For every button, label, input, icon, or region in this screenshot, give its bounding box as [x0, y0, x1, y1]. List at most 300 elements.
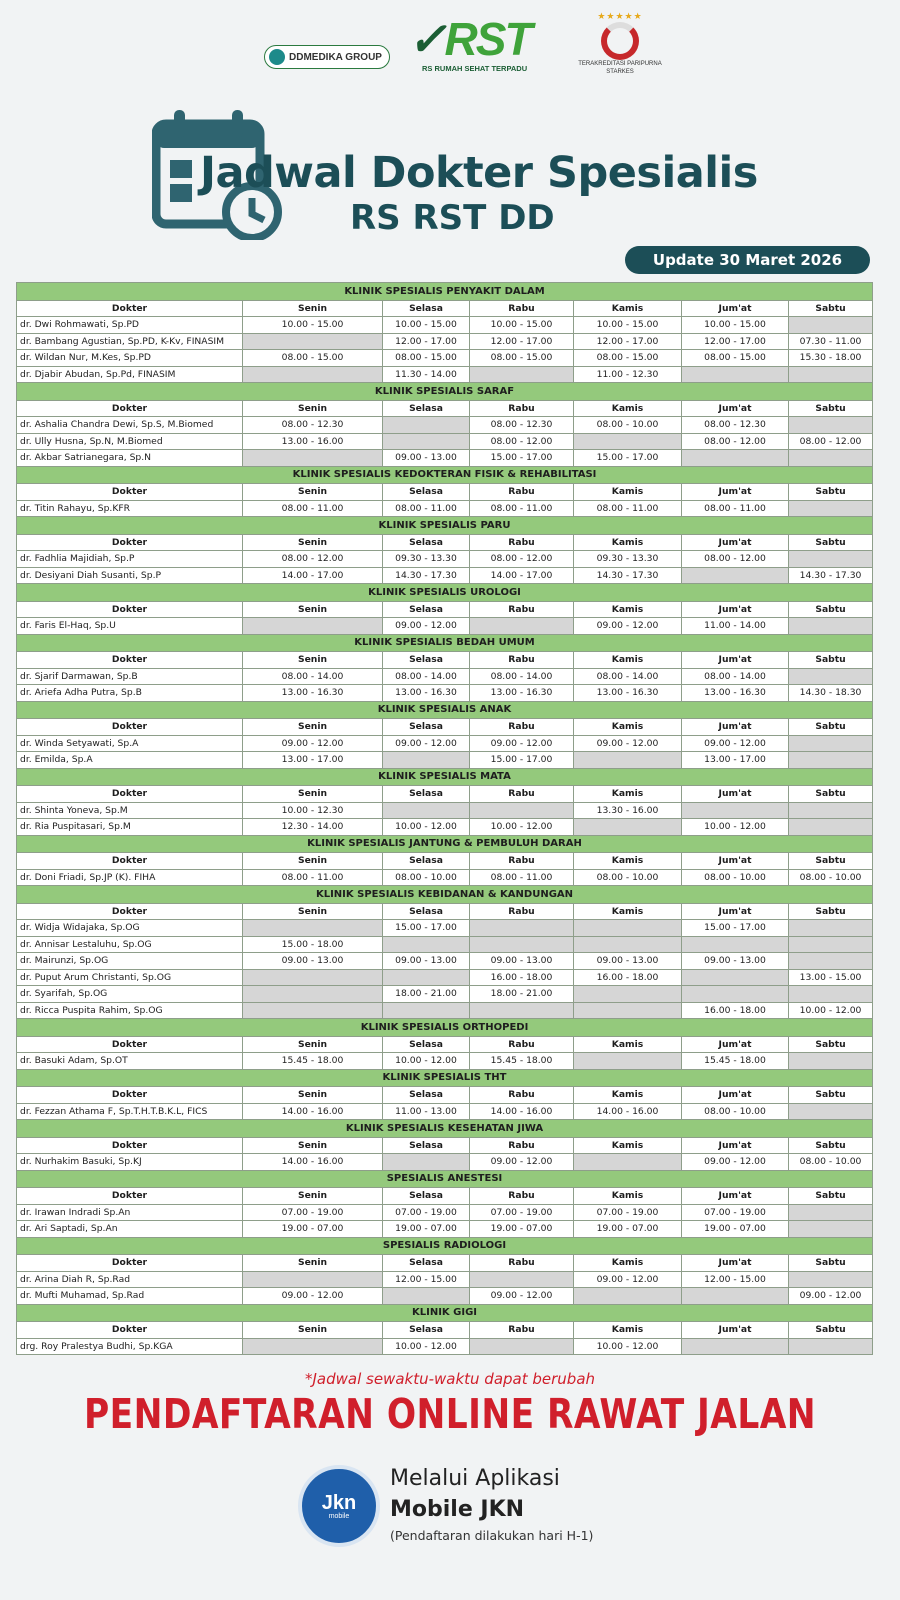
accreditation-line2: STARKES [606, 69, 634, 75]
schedule-cell: 13.00 - 17.00 [682, 752, 789, 769]
rst-logo-mark [408, 13, 538, 65]
column-header: Senin [243, 903, 383, 920]
column-header: Rabu [470, 534, 574, 551]
schedule-cell: 08.00 - 12.00 [789, 433, 873, 450]
doctor-name: dr. Titin Rahayu, Sp.KFR [17, 500, 243, 517]
schedule-cell: 18.00 - 21.00 [383, 986, 470, 1003]
schedule-cell [682, 802, 789, 819]
column-header-row [17, 652, 873, 669]
schedule-cell [383, 1002, 470, 1019]
rst-check-icon: ✓ [408, 13, 445, 65]
schedule-cell: 15.00 - 17.00 [383, 920, 470, 937]
schedule-cell: 10.00 - 12.00 [383, 819, 470, 836]
section-header-row [17, 701, 873, 719]
schedule-cell [789, 668, 873, 685]
column-header: Dokter [17, 300, 243, 317]
column-header: Jum'at [682, 786, 789, 803]
schedule-cell: 09.00 - 12.00 [383, 618, 470, 635]
schedule-cell: 09.00 - 12.00 [574, 735, 682, 752]
schedule-cell: 07.00 - 19.00 [574, 1204, 682, 1221]
column-header: Kamis [574, 652, 682, 669]
column-header: Kamis [574, 300, 682, 317]
schedule-cell: 09.00 - 12.00 [470, 735, 574, 752]
schedule-cell [789, 317, 873, 334]
column-header: Senin [243, 853, 383, 870]
schedule-cell: 13.00 - 16.30 [574, 685, 682, 702]
schedule-cell [789, 551, 873, 568]
table-row [17, 668, 873, 685]
column-header: Dokter [17, 853, 243, 870]
column-header: Selasa [383, 903, 470, 920]
section-title: KLINIK SPESIALIS PENYAKIT DALAM [17, 283, 873, 301]
column-header: Rabu [470, 1188, 574, 1205]
schedule-cell: 15.45 - 18.00 [682, 1053, 789, 1070]
registration-note: (Pendaftaran dilakukan hari H-1) [390, 1528, 594, 1543]
table-row [17, 936, 873, 953]
schedule-cell: 07.30 - 11.00 [789, 333, 873, 350]
schedule-cell: 09.00 - 12.00 [789, 1288, 873, 1305]
schedule-cell [682, 986, 789, 1003]
accreditation-line1: TERAKREDITASI PARIPURNA [578, 61, 662, 67]
schedule-cell: 08.00 - 12.00 [682, 551, 789, 568]
doctor-name: dr. Sjarif Darmawan, Sp.B [17, 668, 243, 685]
schedule-cell: 14.00 - 16.00 [243, 1103, 383, 1120]
schedule-cell: 10.00 - 12.00 [574, 1338, 682, 1355]
schedule-cell: 07.00 - 19.00 [243, 1204, 383, 1221]
column-header: Dokter [17, 903, 243, 920]
section-header-row [17, 634, 873, 652]
schedule-cell: 14.30 - 17.30 [574, 567, 682, 584]
schedule-cell: 08.00 - 11.00 [243, 869, 383, 886]
column-header-row [17, 484, 873, 501]
header-logos [0, 10, 900, 90]
schedule-cell: 08.00 - 15.00 [574, 350, 682, 367]
table-row [17, 333, 873, 350]
column-header: Jum'at [682, 1087, 789, 1104]
column-header: Sabtu [789, 534, 873, 551]
column-header: Senin [243, 1188, 383, 1205]
section-header-row [17, 886, 873, 904]
section-title: KLINIK SPESIALIS KEBIDANAN & KANDUNGAN [17, 886, 873, 904]
section-header-row [17, 383, 873, 401]
column-header: Senin [243, 1255, 383, 1272]
column-header: Senin [243, 300, 383, 317]
section-header-row [17, 584, 873, 602]
table-row [17, 986, 873, 1003]
schedule-cell [243, 969, 383, 986]
column-header: Jum'at [682, 1137, 789, 1154]
schedule-cell: 08.00 - 10.00 [574, 417, 682, 434]
schedule-cell [574, 1288, 682, 1305]
schedule-cell [789, 450, 873, 467]
schedule-cell: 09.00 - 13.00 [383, 953, 470, 970]
column-header: Sabtu [789, 300, 873, 317]
column-header: Sabtu [789, 786, 873, 803]
table-row [17, 819, 873, 836]
schedule-cell: 08.00 - 12.30 [682, 417, 789, 434]
column-header: Dokter [17, 1188, 243, 1205]
schedule-cell: 08.00 - 12.00 [470, 433, 574, 450]
schedule-cell: 08.00 - 14.00 [243, 668, 383, 685]
schedule-cell [243, 1338, 383, 1355]
schedule-cell [470, 936, 574, 953]
schedule-cell: 10.00 - 12.00 [470, 819, 574, 836]
section-header-row [17, 835, 873, 853]
column-header: Kamis [574, 1322, 682, 1339]
ddmedika-icon [269, 49, 285, 65]
column-header-row [17, 786, 873, 803]
column-header: Senin [243, 786, 383, 803]
section-header-row [17, 283, 873, 301]
section-title: KLINIK SPESIALIS ANAK [17, 701, 873, 719]
column-header: Dokter [17, 1087, 243, 1104]
schedule-cell: 13.00 - 17.00 [243, 752, 383, 769]
column-header: Senin [243, 534, 383, 551]
column-header: Sabtu [789, 1322, 873, 1339]
table-row [17, 350, 873, 367]
schedule-cell [789, 819, 873, 836]
schedule-cell: 13.00 - 16.30 [470, 685, 574, 702]
schedule-cell [243, 333, 383, 350]
schedule-cell: 10.00 - 12.00 [789, 1002, 873, 1019]
schedule-cell: 09.00 - 13.00 [243, 953, 383, 970]
column-header: Senin [243, 652, 383, 669]
schedule-cell [574, 752, 682, 769]
schedule-cell: 08.00 - 14.00 [470, 668, 574, 685]
schedule-cell [243, 1271, 383, 1288]
column-header: Senin [243, 484, 383, 501]
table-row [17, 1053, 873, 1070]
accreditation-emblem-icon [601, 22, 639, 60]
column-header: Dokter [17, 484, 243, 501]
column-header: Kamis [574, 1188, 682, 1205]
table-row [17, 802, 873, 819]
schedule-cell: 09.30 - 13.30 [574, 551, 682, 568]
schedule-cell: 14.00 - 16.00 [574, 1103, 682, 1120]
column-header: Kamis [574, 534, 682, 551]
schedule-cell: 08.00 - 11.00 [682, 500, 789, 517]
schedule-cell [789, 1338, 873, 1355]
schedule-cell: 08.00 - 11.00 [470, 869, 574, 886]
column-header: Jum'at [682, 719, 789, 736]
schedule-cell [470, 1271, 574, 1288]
table-row [17, 1221, 873, 1238]
schedule-cell [789, 417, 873, 434]
schedule-cell [243, 1002, 383, 1019]
schedule-cell: 10.00 - 15.00 [383, 317, 470, 334]
schedule-cell: 09.00 - 12.00 [574, 1271, 682, 1288]
column-header: Rabu [470, 300, 574, 317]
schedule-cell: 15.00 - 17.00 [574, 450, 682, 467]
schedule-cell [574, 433, 682, 450]
table-row [17, 1204, 873, 1221]
schedule-cell: 12.00 - 15.00 [383, 1271, 470, 1288]
table-row [17, 1338, 873, 1355]
schedule-cell [243, 450, 383, 467]
accreditation-logo [570, 12, 670, 90]
column-header: Jum'at [682, 484, 789, 501]
column-header: Rabu [470, 786, 574, 803]
doctor-name: dr. Dwi Rohmawati, Sp.PD [17, 317, 243, 334]
schedule-cell [383, 969, 470, 986]
table-row [17, 1002, 873, 1019]
column-header: Kamis [574, 903, 682, 920]
column-header-row [17, 1188, 873, 1205]
section-title: KLINIK SPESIALIS BEDAH UMUM [17, 634, 873, 652]
schedule-cell [682, 936, 789, 953]
column-header: Jum'at [682, 400, 789, 417]
section-header-row [17, 1069, 873, 1087]
schedule-cell [789, 1221, 873, 1238]
schedule-cell [789, 1053, 873, 1070]
schedule-cell: 08.00 - 15.00 [470, 350, 574, 367]
app-line-1: Melalui Aplikasi [390, 1466, 560, 1491]
schedule-cell: 19.00 - 07.00 [383, 1221, 470, 1238]
column-header: Rabu [470, 1255, 574, 1272]
table-row [17, 735, 873, 752]
schedule-cell: 08.00 - 15.00 [243, 350, 383, 367]
schedule-cell: 09.00 - 12.00 [243, 1288, 383, 1305]
column-header-row [17, 300, 873, 317]
schedule-cell: 11.00 - 14.00 [682, 618, 789, 635]
column-header: Senin [243, 1137, 383, 1154]
schedule-cell: 13.00 - 16.30 [682, 685, 789, 702]
column-header: Kamis [574, 400, 682, 417]
column-header: Rabu [470, 903, 574, 920]
section-header-row [17, 1120, 873, 1138]
schedule-cell [682, 567, 789, 584]
schedule-cell [682, 969, 789, 986]
doctor-name: dr. Mairunzi, Sp.OG [17, 953, 243, 970]
section-header-row [17, 1304, 873, 1322]
schedule-cell: 15.00 - 17.00 [682, 920, 789, 937]
schedule-cell: 09.30 - 13.30 [383, 551, 470, 568]
schedule-cell: 09.00 - 12.00 [682, 735, 789, 752]
column-header: Kamis [574, 786, 682, 803]
schedule-cell: 09.00 - 12.00 [574, 618, 682, 635]
column-header: Senin [243, 601, 383, 618]
schedule-cell [383, 433, 470, 450]
column-header: Rabu [470, 1137, 574, 1154]
schedule-cell: 08.00 - 11.00 [383, 500, 470, 517]
schedule-cell: 13.30 - 16.00 [574, 802, 682, 819]
column-header: Dokter [17, 534, 243, 551]
schedule-cell [574, 936, 682, 953]
column-header: Kamis [574, 1087, 682, 1104]
table-row [17, 567, 873, 584]
section-title: KLINIK SPESIALIS MATA [17, 768, 873, 786]
table-row [17, 953, 873, 970]
column-header: Dokter [17, 1255, 243, 1272]
schedule-cell [383, 1288, 470, 1305]
schedule-cell [383, 1154, 470, 1171]
doctor-name: dr. Ria Puspitasari, Sp.M [17, 819, 243, 836]
column-header-row [17, 1255, 873, 1272]
column-header: Dokter [17, 1036, 243, 1053]
mobile-jkn-logo[interactable] [298, 1465, 380, 1547]
schedule-cell: 07.00 - 19.00 [383, 1204, 470, 1221]
column-header: Sabtu [789, 1036, 873, 1053]
column-header: Jum'at [682, 601, 789, 618]
column-header: Kamis [574, 853, 682, 870]
schedule-cell [789, 986, 873, 1003]
schedule-cell [574, 819, 682, 836]
schedule-cell: 08.00 - 10.00 [682, 1103, 789, 1120]
section-title: SPESIALIS ANESTESI [17, 1170, 873, 1188]
doctor-name: dr. Irawan Indradi Sp.An [17, 1204, 243, 1221]
column-header: Dokter [17, 601, 243, 618]
schedule-cell [383, 752, 470, 769]
column-header-row [17, 400, 873, 417]
schedule-cell: 14.30 - 17.30 [383, 567, 470, 584]
stars-icon: ★★★★★ [597, 12, 643, 22]
table-row [17, 551, 873, 568]
table-row [17, 869, 873, 886]
schedule-cell: 15.45 - 18.00 [470, 1053, 574, 1070]
column-header: Rabu [470, 652, 574, 669]
schedule-cell [789, 366, 873, 383]
schedule-cell: 12.00 - 17.00 [470, 333, 574, 350]
ddmedika-logo [264, 45, 390, 69]
column-header: Selasa [383, 1036, 470, 1053]
schedule-cell: 09.00 - 12.00 [682, 1154, 789, 1171]
doctor-name: dr. Syarifah, Sp.OG [17, 986, 243, 1003]
doctor-name: dr. Fadhlia Majidiah, Sp.P [17, 551, 243, 568]
table-row [17, 1103, 873, 1120]
schedule-cell: 13.00 - 15.00 [789, 969, 873, 986]
app-name: Mobile JKN [390, 1497, 525, 1522]
doctor-name: dr. Winda Setyawati, Sp.A [17, 735, 243, 752]
doctor-name: dr. Ariefa Adha Putra, Sp.B [17, 685, 243, 702]
column-header: Selasa [383, 1322, 470, 1339]
update-badge: Update 30 Maret 2026 [625, 246, 870, 274]
schedule-cell: 16.00 - 18.00 [470, 969, 574, 986]
column-header-row [17, 601, 873, 618]
column-header: Rabu [470, 853, 574, 870]
schedule-cell: 15.45 - 18.00 [243, 1053, 383, 1070]
schedule-cell: 08.00 - 15.00 [682, 350, 789, 367]
schedule-cell: 14.00 - 17.00 [470, 567, 574, 584]
schedule-cell [682, 450, 789, 467]
column-header: Dokter [17, 786, 243, 803]
schedule-cell [789, 752, 873, 769]
schedule-cell: 08.00 - 12.30 [470, 417, 574, 434]
table-row [17, 450, 873, 467]
table-row [17, 433, 873, 450]
schedule-cell: 11.00 - 13.00 [383, 1103, 470, 1120]
schedule-cell [470, 1002, 574, 1019]
column-header: Dokter [17, 1137, 243, 1154]
column-header: Selasa [383, 1188, 470, 1205]
schedule-cell: 09.00 - 12.00 [243, 735, 383, 752]
schedule-cell [682, 1288, 789, 1305]
column-header: Selasa [383, 1087, 470, 1104]
schedule-cell: 11.00 - 12.30 [574, 366, 682, 383]
registration-title: PENDAFTARAN ONLINE RAWAT JALAN [83, 1390, 817, 1438]
schedule-cell: 08.00 - 11.00 [574, 500, 682, 517]
doctor-name: dr. Wildan Nur, M.Kes, Sp.PD [17, 350, 243, 367]
column-header: Jum'at [682, 300, 789, 317]
schedule-cell [682, 1338, 789, 1355]
doctor-name: dr. Basuki Adam, Sp.OT [17, 1053, 243, 1070]
column-header: Rabu [470, 1036, 574, 1053]
schedule-cell [470, 802, 574, 819]
schedule-cell: 08.00 - 12.00 [243, 551, 383, 568]
section-title: KLINIK SPESIALIS UROLOGI [17, 584, 873, 602]
column-header: Sabtu [789, 652, 873, 669]
column-header: Selasa [383, 1137, 470, 1154]
section-title: KLINIK SPESIALIS SARAF [17, 383, 873, 401]
table-row [17, 417, 873, 434]
schedule-cell [574, 1002, 682, 1019]
column-header: Sabtu [789, 1255, 873, 1272]
column-header-row [17, 903, 873, 920]
section-header-row [17, 517, 873, 535]
schedule-body [17, 283, 873, 1355]
column-header-row [17, 1036, 873, 1053]
schedule-cell [243, 618, 383, 635]
schedule-cell [470, 1338, 574, 1355]
rst-logo-subtitle: RS RUMAH SEHAT TERPADU [422, 64, 528, 73]
column-header: Jum'at [682, 1188, 789, 1205]
column-header: Kamis [574, 719, 682, 736]
column-header: Jum'at [682, 1036, 789, 1053]
schedule-cell: 11.30 - 14.00 [383, 366, 470, 383]
schedule-cell [243, 366, 383, 383]
column-header: Rabu [470, 1322, 574, 1339]
schedule-cell: 09.00 - 13.00 [682, 953, 789, 970]
column-header: Senin [243, 1322, 383, 1339]
doctor-name: dr. Mufti Muhamad, Sp.Rad [17, 1288, 243, 1305]
section-title: KLINIK SPESIALIS KESEHATAN JIWA [17, 1120, 873, 1138]
schedule-cell [383, 802, 470, 819]
schedule-cell: 10.00 - 12.00 [682, 819, 789, 836]
doctor-name: dr. Djabir Abudan, Sp.Pd, FINASIM [17, 366, 243, 383]
section-title: KLINIK SPESIALIS THT [17, 1069, 873, 1087]
section-title: KLINIK GIGI [17, 1304, 873, 1322]
column-header: Selasa [383, 400, 470, 417]
schedule-cell [789, 735, 873, 752]
schedule-cell: 07.00 - 19.00 [682, 1204, 789, 1221]
schedule-cell: 07.00 - 19.00 [470, 1204, 574, 1221]
schedule-cell: 08.00 - 14.00 [682, 668, 789, 685]
column-header: Rabu [470, 1087, 574, 1104]
column-header: Senin [243, 1036, 383, 1053]
column-header: Kamis [574, 601, 682, 618]
schedule-cell: 15.00 - 17.00 [470, 450, 574, 467]
section-title: KLINIK SPESIALIS KEDOKTERAN FISIK & REHABILITASI [17, 466, 873, 484]
jkn-logo-text: Jkn [321, 1491, 357, 1514]
column-header: Jum'at [682, 534, 789, 551]
schedule-cell: 12.00 - 17.00 [383, 333, 470, 350]
column-header-row [17, 534, 873, 551]
section-title: KLINIK SPESIALIS ORTHOPEDI [17, 1019, 873, 1037]
column-header: Sabtu [789, 1087, 873, 1104]
schedule-cell: 15.00 - 17.00 [470, 752, 574, 769]
rst-logo-text: RST [444, 13, 531, 65]
schedule-cell: 08.00 - 11.00 [243, 500, 383, 517]
table-row [17, 685, 873, 702]
schedule-cell: 18.00 - 21.00 [470, 986, 574, 1003]
schedule-cell [574, 1154, 682, 1171]
column-header: Selasa [383, 601, 470, 618]
column-header: Rabu [470, 601, 574, 618]
column-header: Kamis [574, 1036, 682, 1053]
column-header: Dokter [17, 400, 243, 417]
column-header: Selasa [383, 853, 470, 870]
schedule-cell: 14.00 - 16.00 [470, 1103, 574, 1120]
schedule-cell [574, 986, 682, 1003]
